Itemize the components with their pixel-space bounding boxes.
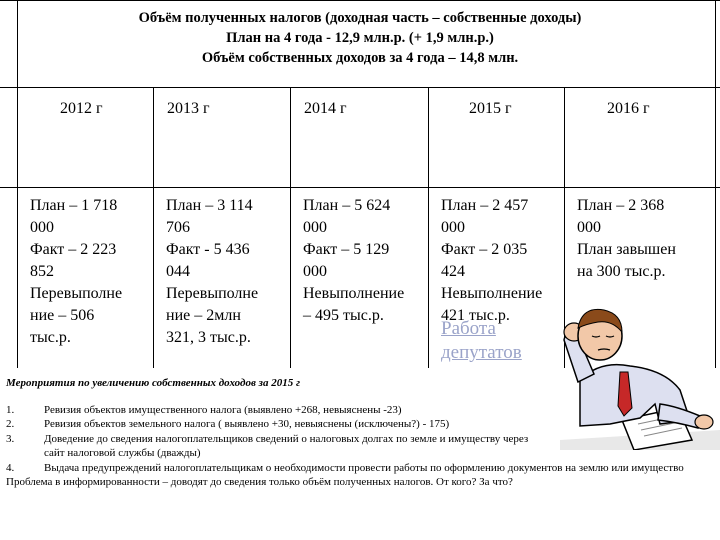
list-item bbox=[6, 461, 684, 476]
cell-line: Перевыполне bbox=[30, 285, 123, 302]
table-header bbox=[0, 8, 720, 68]
cell-2016 bbox=[577, 195, 676, 283]
cell-line: План – 2 368 bbox=[577, 197, 665, 214]
link-line-2: депутатов bbox=[441, 342, 522, 363]
cell-line: ние – 506 bbox=[30, 307, 95, 324]
table-col-divider bbox=[428, 87, 429, 368]
cell-line: Факт - 5 436 bbox=[166, 241, 250, 258]
list-item bbox=[6, 432, 544, 461]
year-header-2012: 2012 г bbox=[60, 100, 103, 117]
cell-line: 424 bbox=[441, 263, 465, 280]
cell-line: Факт – 5 129 bbox=[303, 241, 390, 258]
cell-line: План – 3 114 bbox=[166, 197, 253, 214]
list-item-number: 4. bbox=[6, 461, 15, 474]
cell-line: Невыполнение bbox=[303, 285, 405, 302]
measures-title: Мероприятия по увеличению собственных доходов за 2015 г bbox=[6, 377, 301, 389]
cell-line: 321, 3 тыс.р. bbox=[166, 329, 251, 346]
list-item-number: 2. bbox=[6, 418, 15, 430]
cell-2014 bbox=[303, 195, 404, 327]
cell-2013 bbox=[166, 195, 258, 349]
cell-line: План – 5 624 bbox=[303, 197, 391, 214]
measures-section bbox=[6, 376, 706, 490]
year-header-2016: 2016 г bbox=[607, 100, 650, 117]
cell-line: Факт – 2 035 bbox=[441, 241, 528, 258]
cell-line: 000 bbox=[441, 219, 465, 236]
cell-line: 000 bbox=[303, 219, 327, 236]
header-line-2: План на 4 года - 12,9 млн.р. (+ 1,9 млн.р.) bbox=[226, 30, 494, 46]
list-item-text: Доведение до сведения налогоплательщиков сведений о налоговых долгах по земле и имуществу через сайт налоговой службы (дважды) bbox=[44, 432, 529, 459]
cell-line: 852 bbox=[30, 263, 54, 280]
cell-line: Перевыполне bbox=[166, 285, 259, 302]
cell-line: 000 bbox=[303, 263, 327, 280]
cell-line: тыс.р. bbox=[30, 329, 71, 346]
list-item-number: 1. bbox=[6, 403, 15, 416]
table-col-divider bbox=[153, 87, 154, 368]
list-item-number: 3. bbox=[6, 432, 15, 445]
header-line-3: Объём собственных доходов за 4 года – 14,8 млн. bbox=[201, 50, 519, 66]
list-item-text: Ревизия объектов имущественного налога (выявлено +268, невыяснены -23) bbox=[44, 403, 402, 416]
link-line-1: Работа bbox=[441, 318, 496, 339]
cell-2015 bbox=[441, 195, 542, 327]
cell-2012 bbox=[30, 195, 122, 349]
list-item bbox=[6, 403, 706, 418]
cell-line: План – 1 718 bbox=[30, 197, 118, 214]
table-col-divider bbox=[290, 87, 291, 368]
cell-line: – 495 тыс.р. bbox=[303, 307, 384, 324]
cell-line: План завышен bbox=[577, 241, 676, 258]
list-item-text: Ревизия объектов земельного налога ( выявлено +30, невыяснены (исключены?) - 175) bbox=[44, 418, 450, 430]
problem-statement: Проблема в информированности – доводят до сведения только объём полученных налогов. От кого? За что? bbox=[6, 476, 513, 488]
cell-line: Факт – 2 223 bbox=[30, 241, 117, 258]
table-divider-years bbox=[0, 187, 720, 188]
year-header-2013: 2013 г bbox=[167, 100, 210, 117]
cell-line: 421 тыс.р. bbox=[441, 307, 510, 324]
cell-line: 706 bbox=[166, 219, 190, 236]
list-item-text: Выдача предупреждений налогоплательщикам о необходимости провести работы по оформлению документов на землю или имущество bbox=[44, 461, 684, 474]
cell-line: Невыполнение bbox=[441, 285, 543, 302]
table-border-top bbox=[0, 0, 720, 1]
cell-line: на 300 тыс.р. bbox=[577, 263, 666, 280]
cell-line: 000 bbox=[577, 219, 601, 236]
list-item bbox=[6, 417, 706, 432]
header-line-1: Объём полученных налогов (доходная часть – собственные доходы) bbox=[138, 10, 582, 26]
cell-line: 000 bbox=[30, 219, 54, 236]
year-header-2015: 2015 г bbox=[469, 100, 512, 117]
year-header-2014: 2014 г bbox=[304, 100, 347, 117]
deputies-work-link[interactable] bbox=[441, 317, 522, 365]
table-divider-header bbox=[0, 87, 720, 88]
cell-line: План – 2 457 bbox=[441, 197, 529, 214]
cell-line: ние – 2млн bbox=[166, 307, 241, 324]
cell-line: 044 bbox=[166, 263, 190, 280]
